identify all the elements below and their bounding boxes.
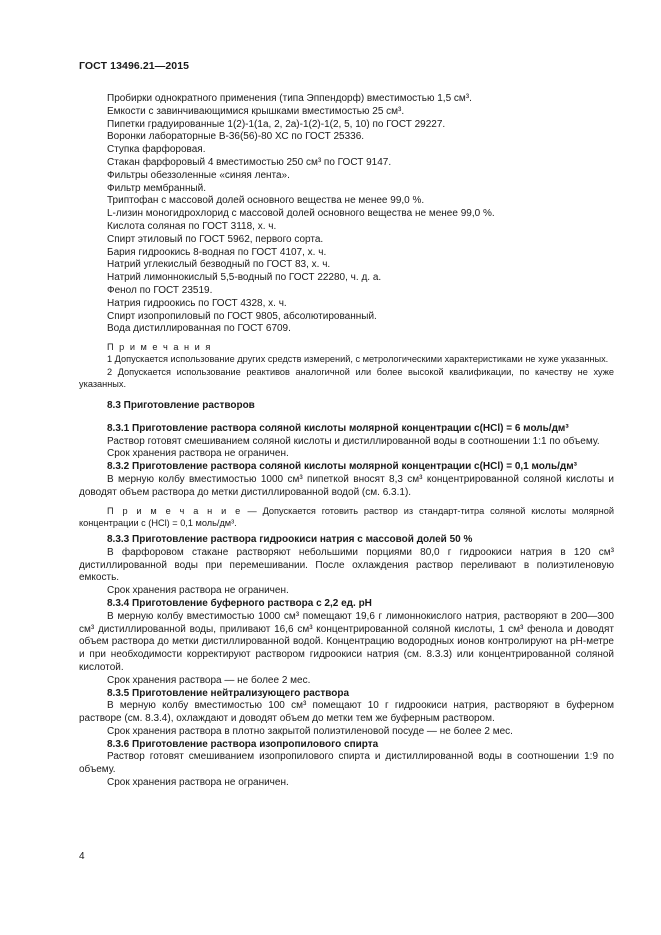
section-heading: 8.3 Приготовление растворов <box>107 399 255 411</box>
page-number: 4 <box>79 851 85 862</box>
note-text: — Допускается готовить раствор из стандарт-титра соляной кислоты молярной концентрации c (HCl) = 0,1 моль/дм³. <box>79 505 614 528</box>
subsection-body: В мерную колбу вместимостью 100 см³ помещают 10 г гидроокиси натрия, растворяют в буферном растворе (см. 8.3.4), охлаждают и доводят объем до метки тем же буферным раствором. <box>79 700 614 725</box>
material-item: Натрий лимоннокислый 5,5-водный по ГОСТ 22280, ч. д. а. <box>107 272 382 284</box>
note-item: 1 Допускается использование других средств измерений, с метрологическими характеристиками не хуже указанных. <box>107 354 609 365</box>
subsection-8-3-6 <box>79 739 614 790</box>
material-item: Пипетки градуированные 1(2)-1(1а, 2, 2а)-1(2)-1(2, 5, 10) по ГОСТ 29227. <box>107 118 446 130</box>
subsection-body: Раствор готовят смешиванием изопропилового спирта и дистиллированной воды в соотношении 1:9 по объему. <box>79 751 614 776</box>
subsection-8-3-4 <box>79 598 614 688</box>
storage-note: Срок хранения раствора не ограничен. <box>107 585 289 597</box>
material-item: Ступка фарфоровая. <box>107 144 206 156</box>
document-header: ГОСТ 13496.21—2015 <box>79 60 190 72</box>
subsection-8-3-1 <box>79 423 614 461</box>
material-item: Фенол по ГОСТ 23519. <box>107 284 213 296</box>
subsection-title: 8.3.4 Приготовление буферного раствора с 2,2 ед. pH <box>107 597 372 609</box>
material-item: Спирт изопропиловый по ГОСТ 9805, абсолютированный. <box>107 310 377 322</box>
material-item: L-лизин моногидрохлорид с массовой долей основного вещества не менее 99,0 %. <box>107 208 495 220</box>
material-item: Фильтры обеззоленные «синяя лента». <box>107 169 290 181</box>
subsection-body: В фарфоровом стакане растворяют небольшими порциями 80,0 г гидроокиси натрия в 120 см³ дистиллированной воды при перемешивании. После охлаждения раствор переливают в полиэтиленовую емкость. <box>79 546 614 584</box>
material-item: Вода дистиллированная по ГОСТ 6709. <box>107 323 291 335</box>
subsection-title: 8.3.3 Приготовление раствора гидроокиси натрия с массовой долей 50 % <box>107 533 473 545</box>
material-item: Воронки лабораторные В-36(56)-80 ХС по ГОСТ 25336. <box>107 131 365 143</box>
material-item: Емкости с завинчивающимися крышками вместимостью 25 см³. <box>107 105 405 117</box>
page-content <box>79 93 614 790</box>
material-item: Стакан фарфоровый 4 вместимостью 250 см³ по ГОСТ 9147. <box>107 156 392 168</box>
storage-note: Срок хранения раствора не ограничен. <box>107 777 289 789</box>
material-item: Триптофан с массовой долей основного вещества не менее 99,0 %. <box>107 195 425 207</box>
storage-note: Срок хранения раствора не ограничен. <box>107 448 289 460</box>
note-item: 2 Допускается использование реактивов аналогичной или более высокой квалификации, по качеству не хуже указанных. <box>79 366 614 389</box>
subsection-title: 8.3.2 Приготовление раствора соляной кислоты молярной концентрации c(HCl) = 0,1 моль/дм³ <box>107 461 577 473</box>
material-item: Кислота соляная по ГОСТ 3118, х. ч. <box>107 220 277 232</box>
storage-note: Срок хранения раствора — не более 2 мес. <box>107 674 311 686</box>
material-item: Фильтр мембранный. <box>107 182 207 194</box>
material-item: Спирт этиловый по ГОСТ 5962, первого сорта. <box>107 233 324 245</box>
notes-heading: П р и м е ч а н и я <box>107 342 212 353</box>
storage-note: Срок хранения раствора в плотно закрытой полиэтиленовой посуде — не более 2 мес. <box>107 725 513 737</box>
subsection-body: В мерную колбу вместимостью 1000 см³ пипеткой вносят 8,3 см³ концентрированной соляной кислоты и доводят объем раствора до метки дистиллированной водой (см. 6.3.1). <box>79 473 614 498</box>
subsection-8-3-5 <box>79 688 614 739</box>
subsection-body: Раствор готовят смешиванием соляной кислоты и дистиллированной воды в соотношении 1:1 по объему. <box>107 435 600 447</box>
material-item: Натрий углекислый безводный по ГОСТ 83, х. ч. <box>107 259 331 271</box>
subsection-title: 8.3.5 Приготовление нейтрализующего раствора <box>107 687 350 699</box>
material-item: Бария гидроокись 8-водная по ГОСТ 4107, х. ч. <box>107 246 327 258</box>
notes-block <box>79 341 614 390</box>
subsection-8-3-2 <box>79 461 614 529</box>
materials-list <box>79 93 614 336</box>
subsection-8-3-3 <box>79 534 614 598</box>
material-item: Пробирки однократного применения (типа Эппендорф) вместимостью 1,5 см³. <box>107 93 472 104</box>
subsection-title: 8.3.6 Приготовление раствора изопропилового спирта <box>107 738 379 750</box>
subsection-note <box>79 505 614 529</box>
subsection-title: 8.3.1 Приготовление раствора соляной кислоты молярной концентрации c(HCl) = 6 моль/дм³ <box>107 422 569 434</box>
subsection-body: В мерную колбу вместимостью 1000 см³ помещают 19,6 г лимоннокислого натрия, растворяют в 200—300 см³ дистиллированной воды, приливают 16,6 см³ концентрированной соляной кислоты, 1 см³ фенола и доводят объем раствора до метки дистиллированной водой. Концентрацию водородных ионов контролируют на pH-метре и при необходимости корректируют раствором гидроокиси натрия (см. 8.3.3) или концентрированной соляной кислотой. <box>79 610 614 673</box>
note-label: П р и м е ч а н и е <box>107 505 242 516</box>
material-item: Натрия гидроокись по ГОСТ 4328, х. ч. <box>107 297 287 309</box>
